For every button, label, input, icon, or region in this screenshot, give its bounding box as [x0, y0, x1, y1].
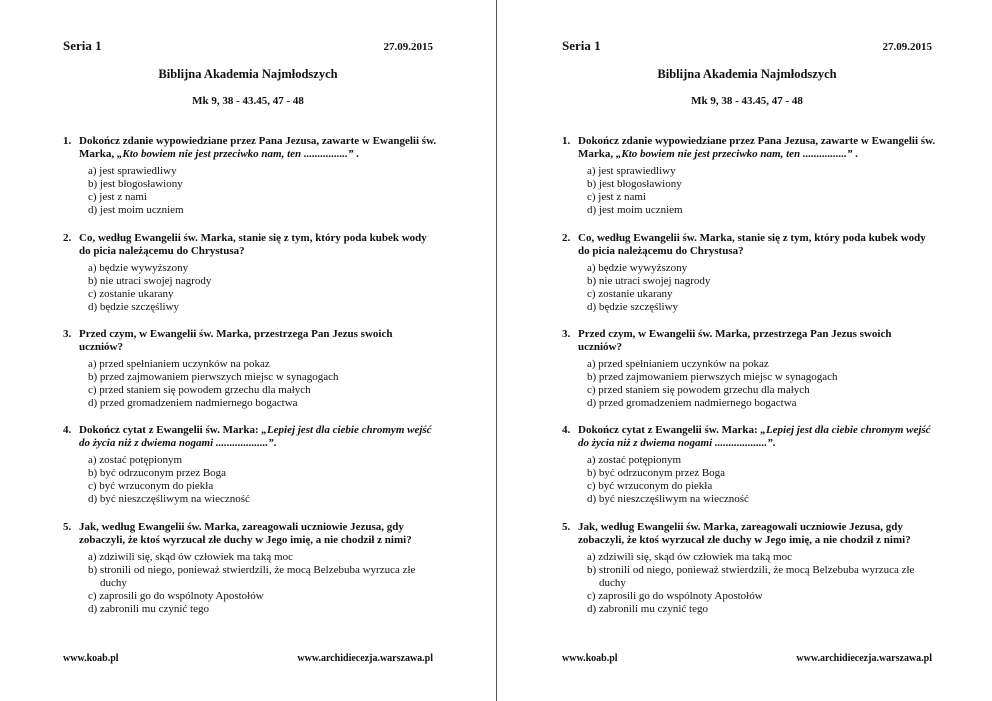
answer-option: b) stronili od niego, ponieważ stwierdzili, że mocą Belzebuba wyrzuca złe duchy [587, 564, 915, 589]
answer-option: b) być odrzuconym przez Boga [88, 467, 227, 479]
series-label: Seria 1 [562, 38, 601, 53]
question-quote: „Lepiej jest dla ciebie chromym wejść do życia niż z dwiema nogami ...................” [79, 424, 432, 449]
worksheet-left [63, 0, 463, 701]
question-number: 3. [562, 328, 571, 340]
question-prompt: Przed czym, w Ewangelii św. Marka, przestrzega Pan Jezus swoich uczniów? [79, 328, 393, 353]
question [562, 328, 937, 410]
question-number: 1. [562, 135, 571, 147]
question [562, 232, 937, 314]
question [63, 521, 438, 616]
answer-options [587, 551, 937, 616]
answer-option: b) przed zajmowaniem pierwszych miejsc w synagogach [587, 371, 838, 383]
footer-left-link[interactable]: www.koab.pl [562, 653, 618, 664]
question [63, 328, 438, 410]
answer-options [88, 454, 438, 506]
question-prompt: Przed czym, w Ewangelii św. Marka, przestrzega Pan Jezus swoich uczniów? [578, 328, 892, 353]
answer-option: a) zostać potępionym [587, 454, 682, 466]
answer-option: c) zostanie ukarany [88, 288, 174, 300]
answer-option: d) będzie szczęśliwy [587, 301, 679, 313]
question [562, 135, 937, 217]
question-number: 4. [63, 424, 72, 436]
answer-option: c) zaprosili go do wspólnoty Apostołów [88, 590, 264, 602]
answer-option: d) przed gromadzeniem nadmiernego bogactwa [88, 397, 298, 409]
answer-option: b) jest błogosławiony [587, 178, 682, 190]
question-prompt: Co, według Ewangelii św. Marka, stanie się z tym, który poda kubek wody do picia należącemu do Chrystusa? [578, 232, 926, 257]
answer-option: a) będzie wywyższony [587, 262, 688, 274]
answer-option: c) być wrzuconym do piekła [587, 480, 713, 492]
answer-option: b) jest błogosławiony [88, 178, 183, 190]
answer-option: c) jest z nami [88, 191, 147, 203]
question [562, 424, 937, 506]
date-label: 27.09.2015 [882, 41, 932, 53]
page-title: Biblijna Akademia Najmłodszych [657, 67, 837, 81]
answer-option: b) nie utraci swojej nagrody [88, 275, 212, 287]
answer-option: d) być nieszczęśliwym na wieczność [88, 493, 250, 505]
answer-option: b) przed zajmowaniem pierwszych miejsc w synagogach [88, 371, 339, 383]
question-ending: . [353, 148, 359, 160]
question-quote: „Kto bowiem nie jest przeciwko nam, ten ................” [116, 148, 354, 160]
question-ending: . [772, 437, 776, 449]
question [562, 521, 937, 616]
answer-options [587, 165, 937, 217]
question-number: 2. [63, 232, 72, 244]
page-subtitle: Mk 9, 38 - 43.45, 47 - 48 [691, 95, 803, 107]
question-text [562, 521, 937, 547]
date-label: 27.09.2015 [383, 41, 433, 53]
answer-option: c) być wrzuconym do piekła [88, 480, 214, 492]
footer-right-link[interactable]: www.archidiecezja.warszawa.pl [796, 653, 932, 664]
answer-option: a) przed spełnianiem uczynków na pokaz [88, 358, 270, 370]
question-number: 2. [562, 232, 571, 244]
answer-option: b) nie utraci swojej nagrody [587, 275, 711, 287]
question-number: 3. [63, 328, 72, 340]
answer-option: b) być odrzuconym przez Boga [587, 467, 726, 479]
question-prompt: Jak, według Ewangelii św. Marka, zareagowali uczniowie Jezusa, gdy zobaczyli, że ktoś wyrzucał złe duchy w Jego imię, a nie chodził z nimi? [578, 521, 911, 546]
answer-options [88, 551, 438, 616]
question-text [63, 135, 438, 161]
page-title: Biblijna Akademia Najmłodszych [158, 67, 338, 81]
question [63, 424, 438, 506]
question-prompt: Jak, według Ewangelii św. Marka, zareagowali uczniowie Jezusa, gdy zobaczyli, że ktoś wyrzucał złe duchy w Jego imię, a nie chodził z nimi? [79, 521, 412, 546]
question-text [562, 424, 937, 450]
answer-options [88, 358, 438, 410]
footer-left-link[interactable]: www.koab.pl [63, 653, 119, 664]
answer-option: c) przed staniem się powodem grzechu dla małych [587, 384, 810, 396]
question [63, 232, 438, 314]
answer-option: a) jest sprawiedliwy [587, 165, 676, 177]
answer-option: c) przed staniem się powodem grzechu dla małych [88, 384, 311, 396]
question-number: 1. [63, 135, 72, 147]
answer-option: b) stronili od niego, ponieważ stwierdzili, że mocą Belzebuba wyrzuca złe duchy [88, 564, 416, 589]
answer-options [587, 358, 937, 410]
question-prompt: Dokończ zdanie wypowiedziane przez Pana Jezusa, zawarte w Ewangelii św. Marka, [578, 135, 936, 160]
question-text [63, 328, 438, 354]
answer-option: d) zabronili mu czynić tego [88, 603, 209, 615]
question-text [562, 232, 937, 258]
answer-option: d) zabronili mu czynić tego [587, 603, 708, 615]
page-divider [496, 0, 497, 701]
question-number: 5. [562, 521, 571, 533]
answer-option: a) będzie wywyższony [88, 262, 189, 274]
answer-option: a) zdziwili się, skąd ów człowiek ma taką moc [587, 551, 792, 563]
answer-option: a) zdziwili się, skąd ów człowiek ma taką moc [88, 551, 293, 563]
answer-option: c) zostanie ukarany [587, 288, 673, 300]
question-text [562, 328, 937, 354]
answer-option: a) zostać potępionym [88, 454, 183, 466]
answer-options [88, 262, 438, 314]
question-prompt: Dokończ cytat z Ewangelii św. Marka: [79, 424, 262, 436]
series-label: Seria 1 [63, 38, 102, 53]
answer-option: c) zaprosili go do wspólnoty Apostołów [587, 590, 763, 602]
question-number: 5. [63, 521, 72, 533]
question-prompt: Dokończ zdanie wypowiedziane przez Pana Jezusa, zawarte w Ewangelii św. Marka, [79, 135, 437, 160]
footer-right-link[interactable]: www.archidiecezja.warszawa.pl [297, 653, 433, 664]
answer-options [587, 262, 937, 314]
question-text [562, 135, 937, 161]
question-text [63, 424, 438, 450]
question-ending: . [273, 437, 277, 449]
question-text [63, 521, 438, 547]
question-quote: „Kto bowiem nie jest przeciwko nam, ten ................” [615, 148, 853, 160]
answer-option: a) jest sprawiedliwy [88, 165, 177, 177]
answer-option: d) jest moim uczniem [587, 204, 683, 216]
question-number: 4. [562, 424, 571, 436]
page-subtitle: Mk 9, 38 - 43.45, 47 - 48 [192, 95, 304, 107]
question [63, 135, 438, 217]
answer-option: d) jest moim uczniem [88, 204, 184, 216]
question-quote: „Lepiej jest dla ciebie chromym wejść do życia niż z dwiema nogami ...................” [578, 424, 931, 449]
question-text [63, 232, 438, 258]
answer-option: c) jest z nami [587, 191, 646, 203]
answer-option: d) być nieszczęśliwym na wieczność [587, 493, 749, 505]
question-prompt: Co, według Ewangelii św. Marka, stanie się z tym, który poda kubek wody do picia należącemu do Chrystusa? [79, 232, 427, 257]
question-prompt: Dokończ cytat z Ewangelii św. Marka: [578, 424, 761, 436]
question-ending: . [852, 148, 858, 160]
answer-options [88, 165, 438, 217]
answer-options [587, 454, 937, 506]
answer-option: d) przed gromadzeniem nadmiernego bogactwa [587, 397, 797, 409]
worksheet-right [562, 0, 962, 701]
answer-option: a) przed spełnianiem uczynków na pokaz [587, 358, 769, 370]
answer-option: d) będzie szczęśliwy [88, 301, 180, 313]
